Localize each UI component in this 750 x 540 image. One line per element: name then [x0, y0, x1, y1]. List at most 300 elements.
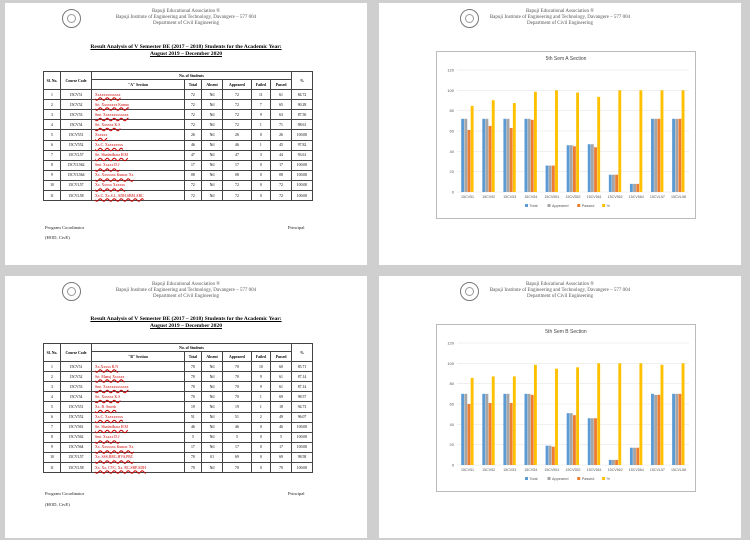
faculty-name: Smt. Xxxxxxxxxxxxx — [95, 384, 129, 389]
failed-cell: 0 — [251, 191, 271, 201]
bar-pct — [661, 90, 664, 192]
y-tick-label: 60 — [449, 401, 454, 407]
letterhead — [5, 9, 367, 27]
legend-swatch — [548, 477, 551, 480]
table-row — [44, 140, 313, 150]
bar-passed — [615, 460, 618, 465]
table-row — [44, 412, 313, 422]
bar-appeared — [485, 119, 488, 192]
passed-cell: 49 — [271, 412, 292, 422]
passed-cell: 18 — [271, 402, 292, 412]
code-cell: 15CV53 — [61, 110, 92, 120]
hod-label: (HOD, CivE) — [45, 502, 70, 507]
code-cell: 15CVL564 — [61, 170, 92, 180]
bar-pct — [597, 97, 600, 192]
appeared-cell: 72 — [223, 100, 251, 110]
absent-cell: Nil — [201, 362, 222, 372]
bar-appeared — [612, 460, 615, 465]
code-cell: 15CV552 — [61, 412, 92, 422]
faculty-cell — [92, 402, 185, 412]
legend-label: Total — [529, 204, 538, 208]
bar-appeared — [485, 394, 488, 465]
absent-cell: Nil — [201, 130, 222, 140]
code-cell: 15CV551 — [61, 130, 92, 140]
passed-cell: 70 — [271, 463, 292, 473]
bar-passed — [510, 403, 513, 465]
passed-cell: 61 — [271, 90, 292, 100]
pct-cell: 100.00 — [292, 130, 313, 140]
hod-label: (HOD, CivE) — [45, 235, 70, 240]
col-slno: Sl. No. — [44, 344, 61, 362]
passed-cell: 71 — [271, 120, 292, 130]
y-tick-label: 120 — [447, 340, 454, 346]
faculty-name: Sri. Manuj Xxxxxx — [95, 374, 125, 379]
table-row — [44, 170, 313, 180]
bar-total — [567, 145, 570, 192]
absent-cell: Nil — [201, 402, 222, 412]
y-tick-label: 20 — [449, 169, 454, 175]
x-tick-label: 15CV564 — [628, 468, 644, 472]
legend-swatch — [548, 204, 551, 207]
code-cell: 15CV551 — [61, 402, 92, 412]
faculty-cell — [92, 463, 185, 473]
appeared-cell: 08 — [223, 170, 251, 180]
code-cell: 15CV564 — [61, 442, 92, 452]
slno-cell: 6 — [44, 140, 61, 150]
absent-cell: 01 — [201, 452, 222, 462]
faculty-name: Xx. Xx, CVC, Xx. RC,SBP,ADH — [95, 465, 146, 470]
faculty-name: Xxxxxx — [95, 133, 108, 138]
appeared-cell: 72 — [223, 191, 251, 201]
faculty-name: Smt. Xxxxx D.J — [95, 163, 120, 168]
slno-cell: 10 — [44, 452, 61, 462]
results-chart-a — [436, 51, 696, 219]
table-row — [44, 442, 313, 452]
x-tick-label: 15CVL57 — [649, 195, 665, 199]
bar-total — [546, 446, 549, 465]
passed-cell: 65 — [271, 100, 292, 110]
y-tick-label: 80 — [449, 108, 454, 114]
col-passed: Passed — [271, 80, 292, 90]
bar-passed — [594, 147, 597, 192]
program-coordinator-label: Program Coordinator — [45, 491, 85, 496]
code-cell: 15CV52 — [61, 372, 92, 382]
report-title — [5, 44, 367, 58]
bar-pct — [682, 90, 685, 192]
table-row — [44, 432, 313, 442]
failed-cell: 1 — [251, 402, 271, 412]
col-absent: Absent — [201, 352, 222, 362]
result-table — [43, 71, 313, 201]
slno-cell: 4 — [44, 120, 61, 130]
code-cell: 15CVL57 — [61, 180, 92, 190]
table-row — [44, 160, 313, 170]
y-tick-label: 120 — [447, 67, 454, 73]
x-tick-label: 15CV552 — [565, 468, 581, 472]
bar-passed — [489, 403, 492, 465]
appeared-cell: 69 — [223, 452, 251, 462]
col-code: Course Code — [61, 344, 92, 362]
total-cell: 26 — [185, 130, 202, 140]
slno-cell: 7 — [44, 422, 61, 432]
bar-total — [461, 394, 464, 465]
faculty-cell — [92, 191, 185, 201]
total-cell: 72 — [185, 120, 202, 130]
faculty-name: Sri. Xxxxxxxx Kumar — [95, 102, 129, 107]
header-line-2: Bapuji Institute of Engineering and Technology, Davangere – 577 004 — [115, 15, 257, 20]
failed-cell: 0 — [251, 160, 271, 170]
failed-cell: 0 — [251, 432, 271, 442]
bar-total — [588, 144, 591, 192]
appeared-cell: 72 — [223, 180, 251, 190]
faculty-name: Smt. Xxxxxxxxxxxxx — [95, 112, 129, 117]
bar-total — [482, 394, 485, 465]
passed-cell: 61 — [271, 382, 292, 392]
x-tick-label: 15CV52 — [482, 195, 496, 199]
report-title-line-2: August 2019 – December 2020 — [150, 323, 222, 329]
slno-cell: 5 — [44, 130, 61, 140]
col-pct: % — [292, 72, 313, 90]
appeared-cell: 17 — [223, 442, 251, 452]
total-cell: 19 — [185, 402, 202, 412]
passed-cell: 44 — [271, 150, 292, 160]
bar-passed — [552, 447, 555, 465]
pct-cell: 94.73 — [292, 402, 313, 412]
absent-cell: Nil — [201, 170, 222, 180]
appeared-cell: 46 — [223, 140, 251, 150]
x-tick-label: 15CV54 — [524, 468, 538, 472]
pct-cell: 87.50 — [292, 110, 313, 120]
total-cell: 72 — [185, 100, 202, 110]
bar-passed — [531, 120, 534, 192]
header-line-1: Bapuji Educational Association ® — [151, 282, 221, 287]
faculty-cell — [92, 180, 185, 190]
absent-cell: Nil — [201, 110, 222, 120]
header-line-2: Bapuji Institute of Engineering and Technology, Davangere – 577 004 — [489, 288, 631, 293]
absent-cell: Nil — [201, 442, 222, 452]
bar-pct — [471, 378, 474, 465]
absent-cell: Nil — [201, 422, 222, 432]
bar-appeared — [464, 119, 467, 192]
bar-total — [567, 413, 570, 465]
bar-pct — [492, 376, 495, 465]
faculty-cell — [92, 150, 185, 160]
bar-pct — [555, 369, 558, 465]
pct-cell: 85.71 — [292, 362, 313, 372]
chart-svg — [437, 52, 697, 220]
bar-appeared — [507, 119, 510, 192]
absent-cell: Nil — [201, 180, 222, 190]
total-cell: 72 — [185, 180, 202, 190]
failed-cell: 9 — [251, 372, 271, 382]
failed-cell: 9 — [251, 382, 271, 392]
faculty-cell — [92, 412, 185, 422]
legend-swatch — [525, 477, 528, 480]
passed-cell: 63 — [271, 110, 292, 120]
document-page-a-chart — [379, 3, 741, 265]
legend-label: Total — [529, 477, 538, 481]
pct-cell: 100.00 — [292, 442, 313, 452]
pct-cell: 97.82 — [292, 140, 313, 150]
faculty-cell — [92, 130, 185, 140]
failed-cell: 3 — [251, 150, 271, 160]
absent-cell: Nil — [201, 140, 222, 150]
total-cell: 72 — [185, 90, 202, 100]
code-cell: 15CV54 — [61, 392, 92, 402]
header-line-2: Bapuji Institute of Engineering and Technology, Davangere – 577 004 — [115, 288, 257, 293]
x-tick-label: 15CV562 — [607, 468, 623, 472]
absent-cell: Nil — [201, 392, 222, 402]
total-cell: 72 — [185, 191, 202, 201]
header-line-1: Bapuji Educational Association ® — [525, 9, 595, 14]
code-cell: 15CVL58 — [61, 191, 92, 201]
total-cell: 70 — [185, 463, 202, 473]
failed-cell: 10 — [251, 362, 271, 372]
absent-cell: Nil — [201, 120, 222, 130]
passed-cell: 46 — [271, 422, 292, 432]
bar-passed — [678, 119, 681, 192]
header-line-3: Department of Civil Engineering — [153, 294, 219, 299]
appeared-cell: 26 — [223, 130, 251, 140]
pct-cell: 100.00 — [292, 432, 313, 442]
appeared-cell: 5 — [223, 432, 251, 442]
faculty-cell — [92, 442, 185, 452]
y-tick-label: 0 — [451, 189, 454, 195]
failed-cell: 1 — [251, 140, 271, 150]
bar-appeared — [633, 184, 636, 192]
y-tick-label: 40 — [449, 148, 454, 154]
faculty-cell — [92, 452, 185, 462]
total-cell: 5 — [185, 432, 202, 442]
code-cell: 15CV53 — [61, 382, 92, 392]
x-tick-label: 15CV551 — [544, 195, 560, 199]
appeared-cell: 70 — [223, 382, 251, 392]
slno-cell: 5 — [44, 402, 61, 412]
y-tick-label: 80 — [449, 381, 454, 387]
bar-total — [672, 394, 675, 465]
bar-appeared — [570, 145, 573, 192]
pct-cell: 100.00 — [292, 463, 313, 473]
faculty-cell — [92, 392, 185, 402]
bar-appeared — [549, 446, 552, 465]
bar-passed — [552, 166, 555, 192]
table-row — [44, 150, 313, 160]
absent-cell: Nil — [201, 412, 222, 422]
legend-swatch — [577, 204, 580, 207]
pct-cell: 96.07 — [292, 412, 313, 422]
report-title — [5, 316, 367, 330]
bar-passed — [573, 415, 576, 465]
faculty-name: Xx.C. Xx.S.L, ADH,SBM,ARC — [95, 193, 144, 198]
bar-pct — [534, 92, 537, 192]
pct-cell: 100.00 — [292, 180, 313, 190]
col-failed: Failed — [251, 80, 271, 90]
pct-cell: 93.61 — [292, 150, 313, 160]
failed-cell: 0 — [251, 463, 271, 473]
absent-cell: Nil — [201, 191, 222, 201]
col-appeared: Appeared — [223, 80, 251, 90]
bar-passed — [531, 395, 534, 465]
table-row — [44, 382, 313, 392]
faculty-name: Xx. Xxxxxxx Kumar. Xx — [95, 445, 134, 450]
bar-pct — [471, 106, 474, 192]
slno-cell: 7 — [44, 150, 61, 160]
bar-total — [503, 119, 506, 192]
bar-total — [651, 394, 654, 465]
bar-appeared — [507, 394, 510, 465]
report-title-line-1: Result Analysis of V Semester BE (2017 – 2018) Students for the Academic Year: — [90, 316, 282, 322]
chart-svg — [437, 325, 697, 493]
appeared-cell: 72 — [223, 120, 251, 130]
code-cell: 15CV561 — [61, 422, 92, 432]
x-tick-label: 15CVL57 — [649, 468, 665, 472]
faculty-cell — [92, 372, 185, 382]
legend-label: Passed — [581, 477, 595, 481]
faculty-name: Xx.C. Xxxxxxxxx — [95, 143, 123, 148]
bar-pct — [555, 90, 558, 192]
header-line-1: Bapuji Educational Association ® — [151, 9, 221, 14]
bar-pct — [639, 363, 642, 465]
pct-cell: 98.58 — [292, 452, 313, 462]
bar-passed — [636, 184, 639, 192]
x-tick-label: 15CV53 — [503, 195, 517, 199]
total-cell: 72 — [185, 110, 202, 120]
bar-pct — [618, 363, 621, 465]
col-students: No. of Students — [92, 344, 292, 352]
document-page-b-table — [5, 276, 367, 538]
x-tick-label: 15CV53 — [503, 468, 517, 472]
slno-cell: 8 — [44, 160, 61, 170]
slno-cell: 3 — [44, 382, 61, 392]
slno-cell: 6 — [44, 412, 61, 422]
total-cell: 17 — [185, 160, 202, 170]
faculty-name: Sri. Xxxxxx K.S — [95, 394, 121, 399]
header-line-1: Bapuji Educational Association ® — [525, 282, 595, 287]
passed-cell: 60 — [271, 362, 292, 372]
col-section: "A" Section — [92, 80, 185, 90]
table-row — [44, 90, 313, 100]
legend-label: Passed — [581, 204, 595, 208]
faculty-name: Xx. B. Suresh — [95, 405, 117, 410]
bar-total — [461, 119, 464, 192]
faculty-name: Xx. SSS,RRG,HVS,PRC — [95, 455, 134, 460]
table-row — [44, 100, 313, 110]
bar-appeared — [675, 394, 678, 465]
bar-passed — [510, 128, 513, 192]
passed-cell: 26 — [271, 130, 292, 140]
faculty-cell — [92, 100, 185, 110]
failed-cell: 1 — [251, 120, 271, 130]
letterhead — [379, 9, 741, 27]
x-tick-label: 15CV551 — [544, 468, 560, 472]
bar-appeared — [591, 144, 594, 192]
failed-cell: 11 — [251, 90, 271, 100]
pct-cell: 90.28 — [292, 100, 313, 110]
passed-cell: 08 — [271, 170, 292, 180]
pct-cell: 100.00 — [292, 160, 313, 170]
col-pct: % — [292, 344, 313, 362]
table-row — [44, 463, 313, 473]
faculty-name: Xx.Xxxxx R.N — [95, 364, 119, 369]
failed-cell: 1 — [251, 392, 271, 402]
bar-pct — [597, 363, 600, 465]
slno-cell: 9 — [44, 442, 61, 452]
table-row — [44, 191, 313, 201]
table-row — [44, 130, 313, 140]
failed-cell: 0 — [251, 442, 271, 452]
col-slno: Sl. No. — [44, 72, 61, 90]
bar-pct — [492, 100, 495, 192]
failed-cell: 2 — [251, 412, 271, 422]
failed-cell: 7 — [251, 100, 271, 110]
failed-cell: 0 — [251, 170, 271, 180]
y-tick-label: 100 — [447, 87, 454, 93]
report-title-line-2: August 2019 – December 2020 — [150, 51, 222, 57]
absent-cell: Nil — [201, 150, 222, 160]
appeared-cell: 17 — [223, 160, 251, 170]
bar-total — [609, 460, 612, 465]
appeared-cell: 70 — [223, 372, 251, 382]
total-cell: 08 — [185, 170, 202, 180]
col-code: Course Code — [61, 72, 92, 90]
bar-appeared — [591, 418, 594, 465]
faculty-cell — [92, 382, 185, 392]
passed-cell: 17 — [271, 160, 292, 170]
faculty-name: Sri. Shashidhara H.M — [95, 425, 128, 430]
pct-cell: 87.14 — [292, 382, 313, 392]
code-cell: 15CV54 — [61, 120, 92, 130]
col-total: Total — [185, 352, 202, 362]
bar-appeared — [528, 394, 531, 465]
code-cell: 15CV51 — [61, 362, 92, 372]
bar-pct — [682, 363, 685, 465]
passed-cell: 72 — [271, 191, 292, 201]
passed-cell: 72 — [271, 180, 292, 190]
bar-passed — [657, 395, 660, 465]
passed-cell: 69 — [271, 392, 292, 402]
letterhead — [379, 282, 741, 300]
faculty-cell — [92, 432, 185, 442]
x-tick-label: 15CV552 — [565, 195, 581, 199]
bar-appeared — [549, 166, 552, 192]
faculty-cell — [92, 120, 185, 130]
passed-cell: 5 — [271, 432, 292, 442]
bar-total — [630, 184, 633, 192]
x-tick-label: 15CV564 — [628, 195, 644, 199]
pct-cell: 100.00 — [292, 422, 313, 432]
legend-label: % — [606, 204, 610, 208]
col-students: No. of Students — [92, 72, 292, 80]
appeared-cell: 51 — [223, 412, 251, 422]
bar-appeared — [528, 119, 531, 192]
results-chart-b — [436, 324, 696, 492]
bar-passed — [678, 394, 681, 465]
header-line-3: Department of Civil Engineering — [153, 21, 219, 26]
bar-total — [482, 119, 485, 192]
bar-appeared — [654, 119, 657, 192]
faculty-name: Smt. Xxxxx D.J — [95, 435, 120, 440]
appeared-cell: 70 — [223, 362, 251, 372]
bar-total — [630, 448, 633, 465]
document-page-a-table — [5, 3, 367, 265]
col-appeared: Appeared — [223, 352, 251, 362]
code-cell: 15CVL57 — [61, 452, 92, 462]
total-cell: 47 — [185, 150, 202, 160]
faculty-cell — [92, 110, 185, 120]
code-cell: 15CVL562 — [61, 160, 92, 170]
passed-cell: 17 — [271, 442, 292, 452]
x-tick-label: 15CV561 — [586, 468, 602, 472]
